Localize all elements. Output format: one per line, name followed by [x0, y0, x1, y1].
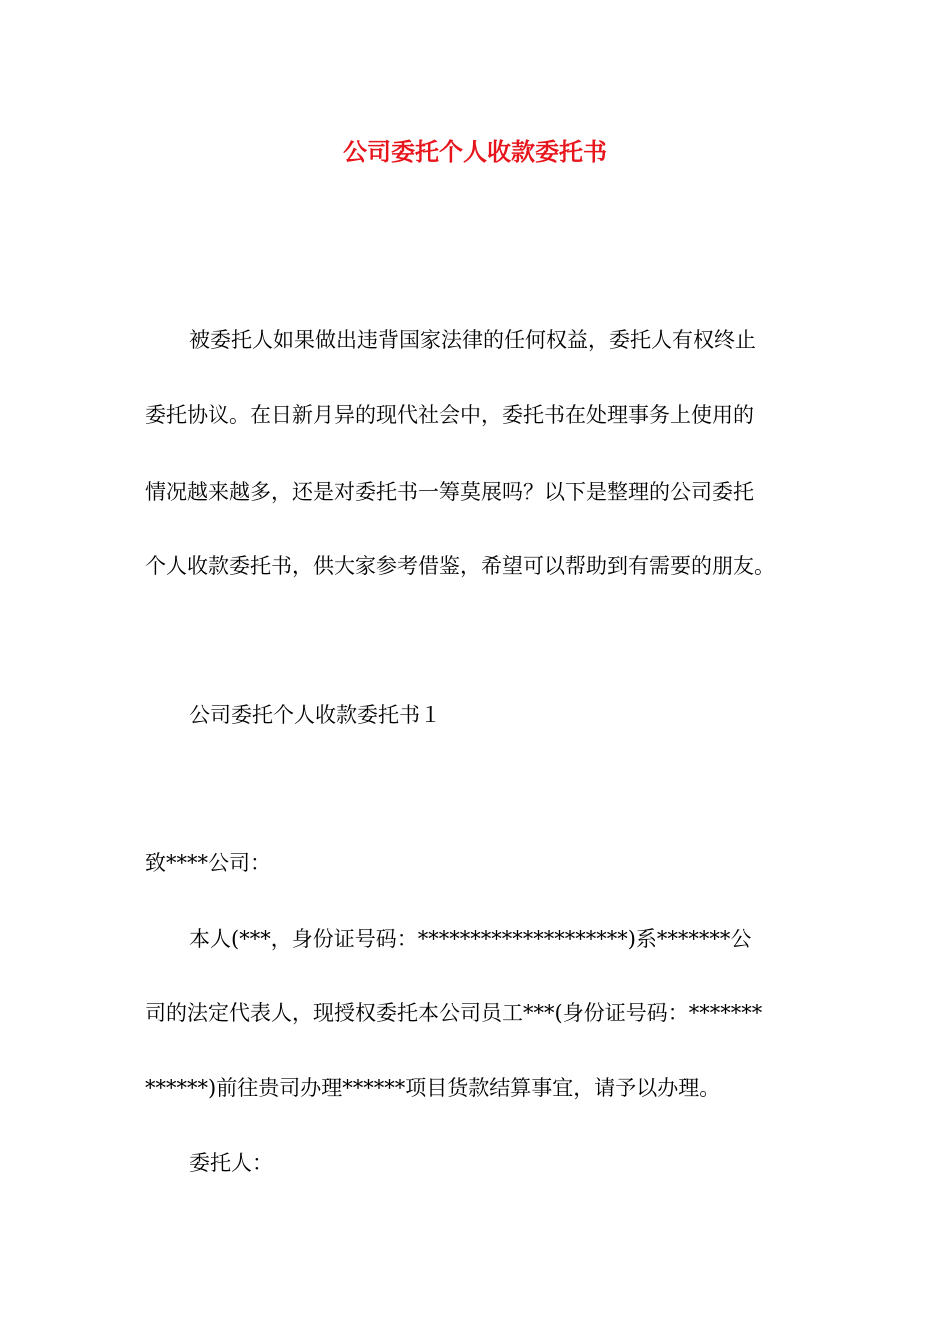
- intro-line-4: 个人收款委托书，供大家参考借鉴，希望可以帮助到有需要的朋友。: [145, 554, 775, 578]
- intro-line-3: 情况越来越多，还是对委托书一筹莫展吗？以下是整理的公司委托: [145, 480, 754, 504]
- intro-line-2: 委托协议。在日新月异的现代社会中，委托书在处理事务上使用的: [145, 403, 754, 427]
- section-heading: 公司委托个人收款委托书１: [189, 703, 441, 727]
- intro-line-1: 被委托人如果做出违背国家法律的任何权益，委托人有权终止: [189, 328, 756, 352]
- document-title: 公司委托个人收款委托书: [343, 137, 607, 166]
- body-line-1: 本人(***，身份证号码：********************)系*******公: [189, 927, 752, 951]
- salutation: 致****公司：: [145, 851, 271, 875]
- body-line-3: ******)前往贵司办理******项目货款结算事宜，请予以办理。: [145, 1076, 721, 1100]
- body-line-2: 司的法定代表人，现授权委托本公司员工***(身份证号码：*******: [145, 1001, 763, 1025]
- principal-label: 委托人：: [189, 1151, 273, 1175]
